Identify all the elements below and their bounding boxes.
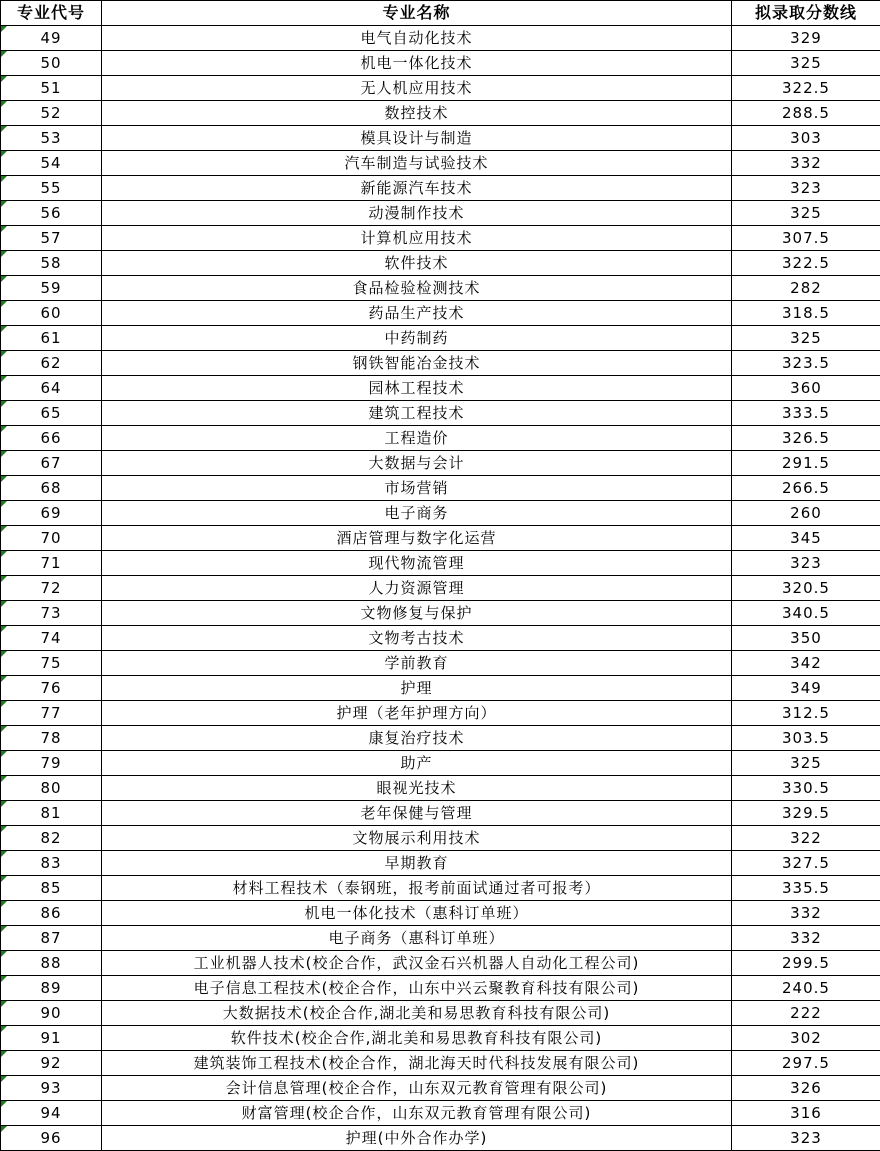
major-code-cell: 60 [1,301,102,326]
major-code-cell: 77 [1,701,102,726]
major-code-cell: 80 [1,776,102,801]
major-code-cell: 85 [1,876,102,901]
major-name-cell: 助产 [102,751,732,776]
table-row [1,876,880,901]
major-name-cell: 模具设计与制造 [102,126,732,151]
major-code-cell: 59 [1,276,102,301]
admission-score-cell: 326.5 [732,426,880,451]
table-row [1,276,880,301]
major-name-cell: 眼视光技术 [102,776,732,801]
table-row [1,726,880,751]
admission-score-cell: 333.5 [732,401,880,426]
major-name-cell: 文物展示利用技术 [102,826,732,851]
major-code-cell: 91 [1,1026,102,1051]
admission-score-cell: 342 [732,651,880,676]
table-row [1,801,880,826]
major-code-cell: 56 [1,201,102,226]
admission-score-cell: 282 [732,276,880,301]
major-name-cell: 食品检验检测技术 [102,276,732,301]
table-row [1,451,880,476]
table-row [1,76,880,101]
major-code-cell: 68 [1,476,102,501]
major-name-cell: 材料工程技术（泰钢班，报考前面试通过者可报考） [102,876,732,901]
major-code-cell: 61 [1,326,102,351]
major-name-cell: 会计信息管理(校企合作，山东双元教育管理有限公司) [102,1076,732,1101]
admission-score-cell: 322 [732,826,880,851]
table-row [1,151,880,176]
major-name-cell: 动漫制作技术 [102,201,732,226]
table-row [1,976,880,1001]
major-code-cell: 92 [1,1051,102,1076]
major-name-cell: 电子商务 [102,501,732,526]
major-code-cell: 49 [1,26,102,51]
table-row [1,1126,880,1151]
major-code-cell: 69 [1,501,102,526]
admission-score-cell: 323 [732,1126,880,1151]
major-name-cell: 新能源汽车技术 [102,176,732,201]
major-name-cell: 文物考古技术 [102,626,732,651]
major-code-cell: 76 [1,676,102,701]
major-name-cell: 文物修复与保护 [102,601,732,626]
major-name-cell: 建筑装饰工程技术(校企合作，湖北海天时代科技发展有限公司) [102,1051,732,1076]
major-name-cell: 护理(中外合作办学) [102,1126,732,1151]
admission-score-cell: 260 [732,501,880,526]
table-row [1,176,880,201]
major-name-cell: 酒店管理与数字化运营 [102,526,732,551]
major-name-cell: 数控技术 [102,101,732,126]
major-code-cell: 62 [1,351,102,376]
major-name-cell: 机电一体化技术 [102,51,732,76]
major-code-cell: 94 [1,1101,102,1126]
table-row [1,601,880,626]
table-row [1,551,880,576]
major-name-cell: 老年保健与管理 [102,801,732,826]
table-row [1,701,880,726]
admission-score-cell: 312.5 [732,701,880,726]
major-name-cell: 计算机应用技术 [102,226,732,251]
major-name-cell: 汽车制造与试验技术 [102,151,732,176]
admission-score-cell: 335.5 [732,876,880,901]
admission-score-cell: 307.5 [732,226,880,251]
major-name-cell: 软件技术 [102,251,732,276]
admission-score-cell: 318.5 [732,301,880,326]
major-code-cell: 78 [1,726,102,751]
major-name-cell: 机电一体化技术（惠科订单班） [102,901,732,926]
header-major-name: 专业名称 [102,1,732,26]
header-major-code: 专业代号 [1,1,102,26]
table-row [1,651,880,676]
major-code-cell: 89 [1,976,102,1001]
admission-score-cell: 266.5 [732,476,880,501]
table-row [1,376,880,401]
table-row [1,401,880,426]
admission-score-cell: 303.5 [732,726,880,751]
major-code-cell: 51 [1,76,102,101]
major-code-cell: 66 [1,426,102,451]
table-row [1,126,880,151]
major-name-cell: 护理（老年护理方向） [102,701,732,726]
major-code-cell: 81 [1,801,102,826]
major-code-cell: 88 [1,951,102,976]
major-code-cell: 71 [1,551,102,576]
major-name-cell: 现代物流管理 [102,551,732,576]
major-code-cell: 96 [1,1126,102,1151]
major-name-cell: 财富管理(校企合作，山东双元教育管理有限公司) [102,1101,732,1126]
major-name-cell: 学前教育 [102,651,732,676]
admission-score-cell: 329 [732,26,880,51]
major-code-cell: 73 [1,601,102,626]
major-name-cell: 工程造价 [102,426,732,451]
admission-score-cell: 322.5 [732,251,880,276]
admission-score-cell: 325 [732,51,880,76]
table-row [1,501,880,526]
table-row [1,951,880,976]
major-code-cell: 57 [1,226,102,251]
major-name-cell: 康复治疗技术 [102,726,732,751]
admission-score-cell: 330.5 [732,776,880,801]
admission-score-cell: 303 [732,126,880,151]
admission-score-cell: 316 [732,1101,880,1126]
major-name-cell: 早期教育 [102,851,732,876]
major-name-cell: 软件技术(校企合作,湖北美和易思教育科技有限公司) [102,1026,732,1051]
major-code-cell: 64 [1,376,102,401]
table-row [1,1026,880,1051]
major-code-cell: 58 [1,251,102,276]
admission-score-cell: 345 [732,526,880,551]
table-row [1,826,880,851]
admission-score-cell: 349 [732,676,880,701]
major-code-cell: 54 [1,151,102,176]
admission-score-cell: 329.5 [732,801,880,826]
major-name-cell: 工业机器人技术(校企合作，武汉金石兴机器人自动化工程公司) [102,951,732,976]
major-code-cell: 52 [1,101,102,126]
admission-score-cell: 291.5 [732,451,880,476]
major-code-cell: 74 [1,626,102,651]
major-code-cell: 65 [1,401,102,426]
table-row [1,26,880,51]
admission-score-cell: 288.5 [732,101,880,126]
table-row [1,776,880,801]
major-name-cell: 大数据技术(校企合作,湖北美和易思教育科技有限公司) [102,1001,732,1026]
major-name-cell: 电子商务（惠科订单班） [102,926,732,951]
admission-score-cell: 302 [732,1026,880,1051]
major-code-cell: 70 [1,526,102,551]
table-row [1,1051,880,1076]
major-code-cell: 67 [1,451,102,476]
major-name-cell: 电子信息工程技术(校企合作，山东中兴云聚教育科技有限公司) [102,976,732,1001]
admission-score-cell: 323 [732,176,880,201]
table-row [1,201,880,226]
major-name-cell: 中药制药 [102,326,732,351]
table-row [1,476,880,501]
table-row [1,576,880,601]
table-row [1,751,880,776]
major-name-cell: 无人机应用技术 [102,76,732,101]
table-row [1,926,880,951]
admission-score-cell: 332 [732,901,880,926]
table-row [1,326,880,351]
table-row [1,676,880,701]
major-code-cell: 55 [1,176,102,201]
major-code-cell: 86 [1,901,102,926]
major-name-cell: 大数据与会计 [102,451,732,476]
major-name-cell: 园林工程技术 [102,376,732,401]
table-row [1,1101,880,1126]
major-code-cell: 87 [1,926,102,951]
admission-score-cell: 340.5 [732,601,880,626]
major-code-cell: 50 [1,51,102,76]
major-code-cell: 82 [1,826,102,851]
admission-score-cell: 332 [732,151,880,176]
major-code-cell: 93 [1,1076,102,1101]
major-name-cell: 市场营销 [102,476,732,501]
admission-score-cell: 322.5 [732,76,880,101]
major-code-cell: 79 [1,751,102,776]
major-code-cell: 53 [1,126,102,151]
table-row [1,901,880,926]
table-row [1,1076,880,1101]
major-name-cell: 护理 [102,676,732,701]
admission-score-cell: 323.5 [732,351,880,376]
admission-score-cell: 325 [732,326,880,351]
admission-score-cell: 240.5 [732,976,880,1001]
major-name-cell: 钢铁智能冶金技术 [102,351,732,376]
major-code-cell: 90 [1,1001,102,1026]
admission-score-cell: 360 [732,376,880,401]
admission-score-cell: 326 [732,1076,880,1101]
admission-score-cell: 325 [732,751,880,776]
major-name-cell: 药品生产技术 [102,301,732,326]
admission-score-cell: 350 [732,626,880,651]
major-code-cell: 75 [1,651,102,676]
admission-score-cell: 323 [732,551,880,576]
admission-score-cell: 325 [732,201,880,226]
admission-score-cell: 320.5 [732,576,880,601]
table-row [1,626,880,651]
table-row [1,301,880,326]
admission-score-cell: 297.5 [732,1051,880,1076]
table-row [1,251,880,276]
table-row [1,426,880,451]
table-row [1,351,880,376]
table-row [1,526,880,551]
table-row [1,51,880,76]
major-name-cell: 电气自动化技术 [102,26,732,51]
major-code-cell: 72 [1,576,102,601]
major-name-cell: 人力资源管理 [102,576,732,601]
header-admission-score: 拟录取分数线 [732,1,880,26]
admission-score-cell: 299.5 [732,951,880,976]
table-row [1,101,880,126]
major-name-cell: 建筑工程技术 [102,401,732,426]
table-row [1,851,880,876]
table-row [1,226,880,251]
admission-score-cell: 327.5 [732,851,880,876]
table-header-row [1,1,880,26]
major-code-cell: 83 [1,851,102,876]
admission-score-cell: 332 [732,926,880,951]
admission-score-cell: 222 [732,1001,880,1026]
table-row [1,1001,880,1026]
table-body [1,26,880,1151]
